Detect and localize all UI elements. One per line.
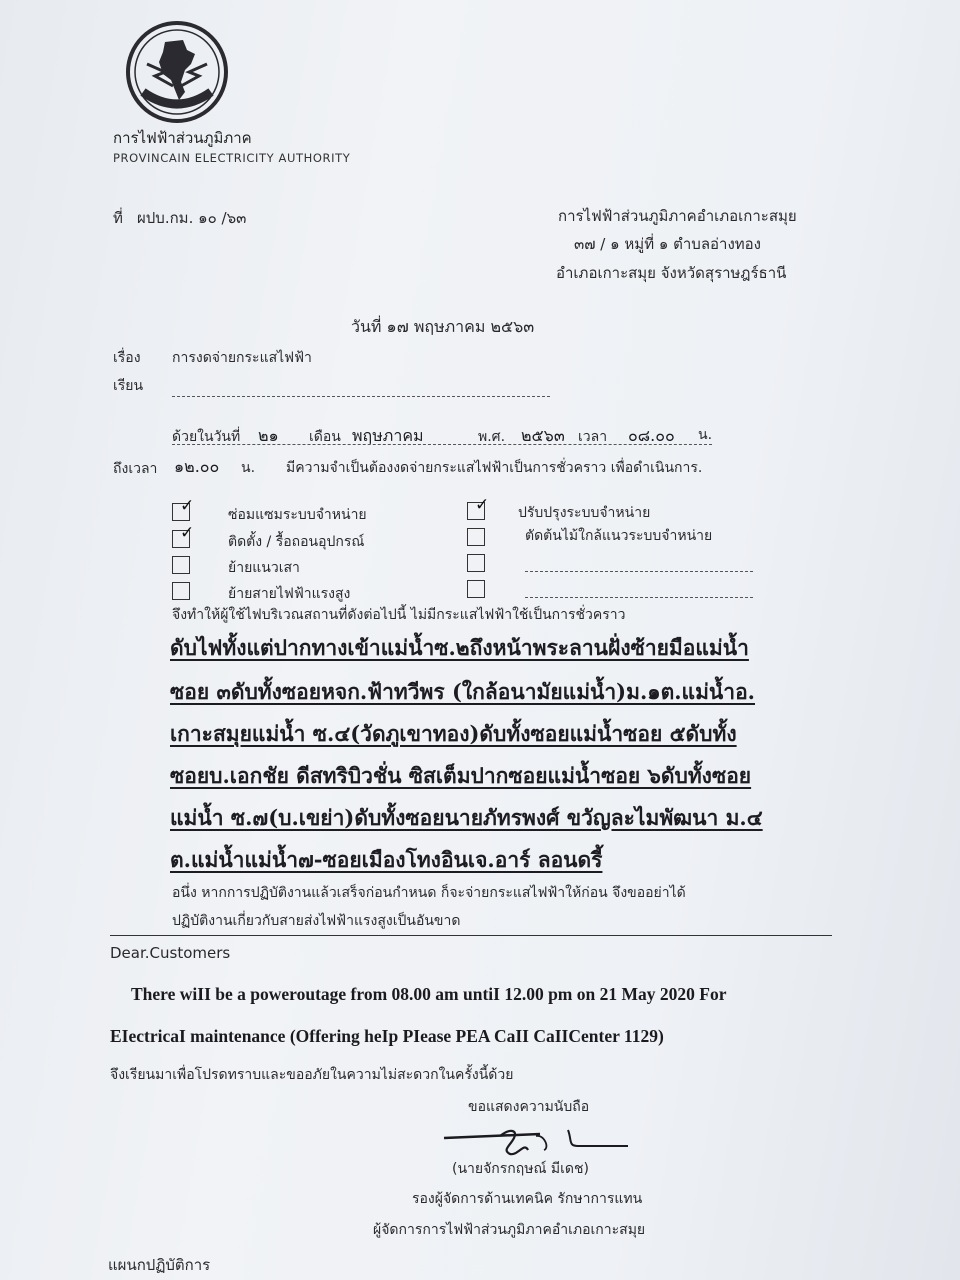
department-name: แผนกปฏิบัติการ	[108, 1256, 211, 1274]
outage-end-time: ๑๒.๐๐	[174, 457, 220, 476]
signer-position-2: ผู้จัดการการไฟฟ้าส่วนภูมิภาคอำเภอเกาะสมุย	[373, 1222, 646, 1238]
reference-label: ที่	[113, 209, 123, 227]
org-name-thai: การไฟฟ้าส่วนภูมิภาค	[113, 129, 252, 147]
checkbox-label: ติดตั้ง / รื้อถอนอุปกรณ์	[228, 534, 365, 550]
start-time-unit: น.	[698, 427, 713, 443]
check-mark-icon: ✓	[180, 523, 195, 543]
checkbox-label: ย้ายสายไฟฟ้าแรงสูง	[228, 586, 351, 602]
english-notice-line-1: There wiII be a poweroutage from 08.00 am untiI 12.00 pm on 21 May 2020 For	[131, 984, 727, 1004]
year-label: พ.ศ.	[478, 429, 506, 445]
affected-area-line: แม่น้ำ ซ.๗(บ.เขย่า)ดับทั้งซอยนายภัทรพงศ์ ขวัญละไมพัฒนา ม.๔	[170, 805, 763, 830]
checkbox-other-1[interactable]	[467, 554, 485, 572]
month-label: เดือน	[309, 429, 341, 445]
checkbox-repair-distribution[interactable]	[172, 496, 195, 521]
other-blank-line	[525, 571, 753, 572]
org-name-english: PROVINCAIN ELECTRICITY AUTHORITY	[113, 151, 351, 165]
outage-start-time: ๐๘.๐๐	[628, 426, 675, 445]
checkbox-tree-trimming[interactable]	[467, 528, 485, 546]
checkbox-label: ซ่อมแซมระบบจำหน่าย	[228, 507, 367, 523]
checkbox-label: ปรับปรุงระบบจำหน่าย	[518, 505, 651, 521]
divider	[110, 935, 832, 936]
affected-area-line: ดับไฟทั้งแต่ปากทางเข้าแม่น้ำซ.๒ถึงหน้าพระลานฝั่งซ้ายมือแม่น้ำ	[170, 635, 749, 660]
signer-position-1: รองผู้จัดการด้านเทคนิค รักษาการแทน	[412, 1191, 643, 1207]
outage-reason: มีความจำเป็นต้องงดจ่ายกระแสไฟฟ้าเป็นการชั่วคราว เพื่อดำเนินการ.	[286, 460, 703, 476]
time-label: เวลา	[578, 429, 608, 445]
note-line-2: ปฏิบัติงานเกี่ยวกับสายส่งไฟฟ้าแรงสูงเป็นอันขาด	[172, 913, 461, 929]
document-date: วันที่ ๑๗ พฤษภาคม ๒๕๖๓	[351, 317, 535, 336]
checkbox-move-hv-lines[interactable]	[172, 582, 190, 600]
english-greeting: Dear.Customers	[110, 944, 231, 962]
address-line-2: ๓๗ / ๑ หมู่ที่ ๑ ตำบลอ่างทอง	[574, 235, 761, 253]
affected-area-line: เกาะสมุยแม่น้ำ ซ.๔(วัดภูเขาทอง)ดับทั้งซอยแม่น้ำซอย ๕ดับทั้ง	[170, 721, 737, 746]
english-notice-line-2: EIectricaI maintenance (Offering heIp PIease PEA CaII CaIICenter 1129)	[110, 1026, 664, 1046]
until-label: ถึงเวลา	[113, 461, 158, 477]
address-line-1: การไฟฟ้าส่วนภูมิภาคอำเภอเกาะสมุย	[558, 207, 797, 225]
checkbox-improve-distribution[interactable]	[467, 495, 490, 520]
closing-line: จึงเรียนมาเพื่อโปรดทราบและขออภัยในความไม่สะดวกในครั้งนี้ด้วย	[110, 1067, 514, 1083]
address-line-3: อำเภอเกาะสมุย จังหวัดสุราษฎร์ธานี	[556, 264, 787, 282]
notice-intro: จึงทำให้ผู้ใช้ไฟบริเวณสถานที่ดังต่อไปนี้ ไม่มีกระแสไฟฟ้าใช้เป็นการชั่วคราว	[172, 607, 626, 623]
check-mark-icon: ✓	[475, 495, 490, 515]
checkbox-label: ตัดต้นไม้ใกล้แนวระบบจำหน่าย	[525, 528, 713, 544]
outage-year: ๒๕๖๓	[521, 426, 565, 445]
checkbox-label: ย้ายแนวเสา	[228, 560, 300, 576]
subject-value: การงดจ่ายกระแสไฟฟ้า	[172, 350, 312, 366]
affected-area-line: ต.แม่น้ำแม่น้ำ๗-ซอยเมืองโทงอินเจ.อาร์ ลอนดรี้	[170, 847, 603, 872]
checkbox-install-remove[interactable]	[172, 523, 195, 548]
recipient-blank-line	[172, 396, 550, 397]
check-mark-icon: ✓	[180, 496, 195, 516]
signer-name: (นายจักรกฤษณ์ มีเดช)	[452, 1161, 589, 1177]
outage-day: ๒๑	[258, 426, 279, 445]
affected-area-line: ซอย ๓ดับทั้งซอยหจก.ฟ้าทวีพร (ใกล้อนามัยแม่น้ำ)ม.๑ต.แม่น้ำอ.	[170, 679, 755, 704]
outage-month: พฤษภาคม	[352, 426, 424, 445]
checkbox-move-poles[interactable]	[172, 556, 190, 574]
note-line-1: อนึ่ง หากการปฏิบัติงานแล้วเสร็จก่อนกำหนด ก็จะจ่ายกระแสไฟฟ้าให้ก่อน จึงขออย่าได้	[172, 885, 686, 901]
checkbox-other-2[interactable]	[467, 580, 485, 598]
end-time-unit: น.	[241, 460, 256, 476]
reference-number: ผปบ.กม. ๑๐ /๖๓	[137, 209, 247, 227]
pea-logo-icon	[125, 20, 229, 124]
subject-label: เรื่อง	[113, 350, 141, 366]
closing-regards: ขอแสดงความนับถือ	[468, 1099, 590, 1115]
affected-area-line: ซอยบ.เอกชัย ดีสทริบิวชั่น ซิสเต็มปากซอยแม่น้ำซอย ๖ดับทั้งซอย	[170, 763, 752, 788]
date-label: ด้วยในวันที่	[172, 429, 241, 445]
recipient-label: เรียน	[113, 378, 144, 394]
other-blank-line	[525, 597, 753, 598]
